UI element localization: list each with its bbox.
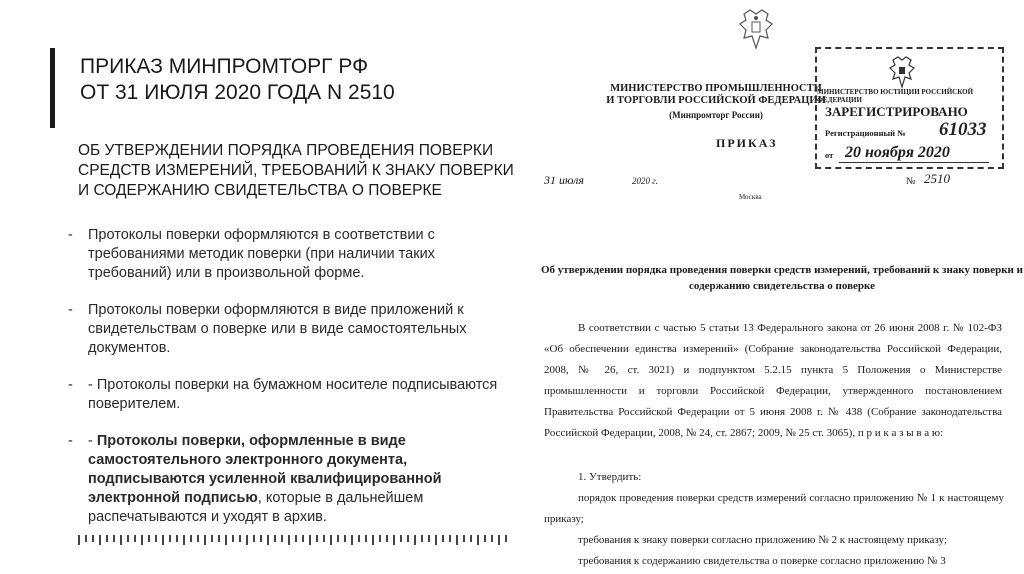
bullet-bold-text: Протоколы поверки, оформленные в виде самостоятельного электронного документа, подписываются усиленной квалифицированной электронной подписью (88, 433, 442, 506)
tick-mark (288, 535, 290, 545)
tick-mark (463, 535, 465, 542)
bullet-text: - Протоколы поверки на бумажном носителе подписываются поверителем. (88, 377, 498, 412)
tick-mark (344, 535, 346, 542)
tick-mark (239, 535, 241, 542)
tick-mark (120, 535, 122, 545)
stamp-reg-number: 61033 (939, 119, 987, 140)
tick-mark (309, 535, 311, 545)
order-year: 2020 г. (632, 176, 658, 186)
order-heading: ПРИКАЗ (716, 136, 778, 150)
tick-divider (78, 535, 510, 545)
order-title: Об утверждении порядка проведения поверки средств измерений, требований к знаку поверки и содержанию свидетельства о поверке (541, 264, 1023, 292)
tick-mark (183, 535, 185, 545)
tick-mark (351, 535, 353, 545)
tick-mark (204, 535, 206, 545)
bullet-item (62, 376, 502, 414)
tick-mark (456, 535, 458, 545)
ministry-short-name: (Минпромторг России) (669, 110, 763, 120)
tick-mark (281, 535, 283, 542)
tick-mark (365, 535, 367, 542)
tick-mark (442, 535, 444, 542)
bullet-item (62, 432, 502, 527)
tick-mark (414, 535, 416, 545)
tick-mark (232, 535, 234, 542)
tick-mark (274, 535, 276, 542)
slide-subtitle: ОБ УТВЕРЖДЕНИИ ПОРЯДКА ПРОВЕДЕНИЯ ПОВЕРКИ СРЕДСТВ ИЗМЕРЕНИЙ, ТРЕБОВАНИЙ К ЗНАКУ ПОВЕРКИ И СОДЕРЖАНИЮ СВИДЕТЕЛЬСТВА О ПОВЕРКЕ (78, 142, 514, 199)
order-date: 31 июля (544, 173, 584, 187)
bullet-item (62, 226, 502, 283)
tick-mark (295, 535, 297, 542)
tick-mark (505, 535, 507, 542)
tick-mark (477, 535, 479, 545)
stamp-reg-label: Регистрационный № (825, 128, 906, 138)
tick-mark (218, 535, 220, 542)
order-number-label: № (906, 176, 916, 187)
stamp-date: 20 ноября 2020 (845, 144, 950, 161)
tick-mark (260, 535, 262, 542)
tick-mark (176, 535, 178, 542)
bullet-text: Протоколы поверки оформляются в виде приложений к свидетельствам о поверке или в виде самостоятельных документов. (88, 302, 467, 356)
bullet-dash: - (68, 377, 73, 393)
order-document-scan (540, 0, 1024, 574)
slide-title (80, 54, 500, 106)
tick-mark (449, 535, 451, 542)
tick-mark (498, 535, 500, 545)
bullet-list (62, 226, 502, 545)
tick-mark (372, 535, 374, 545)
bullet-dash: - (68, 433, 73, 449)
tick-mark (393, 535, 395, 545)
tick-mark (141, 535, 143, 545)
tick-mark (428, 535, 430, 542)
tick-mark (267, 535, 269, 545)
tick-mark (337, 535, 339, 542)
order-item-1a: порядок проведения поверки средств измерений согласно приложению № 1 к настоящему приказу; (544, 492, 1004, 525)
slide-title-line-2: ОТ 31 ИЮЛЯ 2020 ГОДА N 2510 (80, 81, 395, 104)
registration-stamp (815, 47, 1004, 169)
tick-mark (155, 535, 157, 542)
accent-bar (50, 48, 55, 128)
stamp-date-label: от (825, 150, 834, 160)
order-item-1: 1. Утвердить: (578, 471, 642, 483)
tick-mark (134, 535, 136, 542)
bullet-item (62, 301, 502, 358)
tick-mark (316, 535, 318, 542)
stamp-registered: ЗАРЕГИСТРИРОВАНО (825, 104, 968, 119)
tick-mark (162, 535, 164, 545)
ministry-name: МИНИСТЕРСТВО ПРОМЫШЛЕННОСТИ И ТОРГОВЛИ РОССИЙСКОЙ ФЕДЕРАЦИИ (606, 83, 826, 106)
tick-mark (197, 535, 199, 542)
bullet-prefix: - (88, 433, 97, 449)
order-city: Москва (739, 193, 762, 201)
order-preamble: В соответствии с частью 5 статьи 13 Федерального закона от 26 июня 2008 г. № 102-ФЗ «Об обеспечении единства измерений» (Собрание законодательства Российской Федерации, 2008, № 26, ст. 3021) и подпунктом 5.2.15 пункта 5 Положения о Министерстве промышленности и торговли Российской Федерации, утвержденного постановлением Правительства Российской Федерации от 5 июня 2008 г. № 438 (Собрание законодательства Российской Федерации, 2008, № 24, ст. 2867; 2009, № 25 ст. 3065), п р и к а з ы в а ю: (544, 322, 1002, 439)
tick-mark (190, 535, 192, 542)
tick-mark (148, 535, 150, 542)
tick-mark (99, 535, 101, 545)
bullet-dash: - (68, 302, 73, 318)
tick-mark (225, 535, 227, 545)
stamp-ministry: МИНИСТЕРСТВО ЮСТИЦИИ РОССИЙСКОЙ ФЕДЕРАЦИИ (817, 88, 974, 104)
tick-mark (127, 535, 129, 542)
tick-mark (85, 535, 87, 542)
coat-of-arms-icon (736, 8, 776, 54)
tick-mark (407, 535, 409, 542)
bullet-dash: - (68, 227, 73, 243)
tick-mark (92, 535, 94, 542)
tick-mark (78, 535, 80, 545)
order-number: 2510 (924, 171, 950, 186)
tick-mark (211, 535, 213, 542)
slide-title-line-1: ПРИКАЗ МИНПРОМТОРГ РФ (80, 55, 369, 78)
tick-mark (246, 535, 248, 545)
tick-mark (400, 535, 402, 542)
tick-mark (106, 535, 108, 542)
tick-mark (358, 535, 360, 542)
tick-mark (435, 535, 437, 545)
tick-mark (491, 535, 493, 542)
tick-mark (484, 535, 486, 542)
tick-mark (330, 535, 332, 545)
stamp-date-underline (839, 162, 989, 163)
stamp-emblem-icon (887, 55, 917, 91)
tick-mark (470, 535, 472, 542)
tick-mark (113, 535, 115, 542)
tick-mark (169, 535, 171, 542)
bullet-text: Протоколы поверки оформляются в соответствии с требованиями методик поверки (при наличии таких требований) или в произвольной форме. (88, 227, 435, 281)
tick-mark (421, 535, 423, 542)
tick-mark (379, 535, 381, 542)
bullet-text-rest: , которые в дальнейшем распечатываются и уходят в архив. (88, 490, 424, 525)
tick-mark (386, 535, 388, 542)
tick-mark (323, 535, 325, 542)
order-item-1b: требования к знаку поверки согласно приложению № 2 к настоящему приказу; (578, 534, 947, 546)
order-item-1c: требования к содержанию свидетельства о поверке согласно приложению № 3 (578, 555, 946, 567)
tick-mark (253, 535, 255, 542)
tick-mark (302, 535, 304, 542)
